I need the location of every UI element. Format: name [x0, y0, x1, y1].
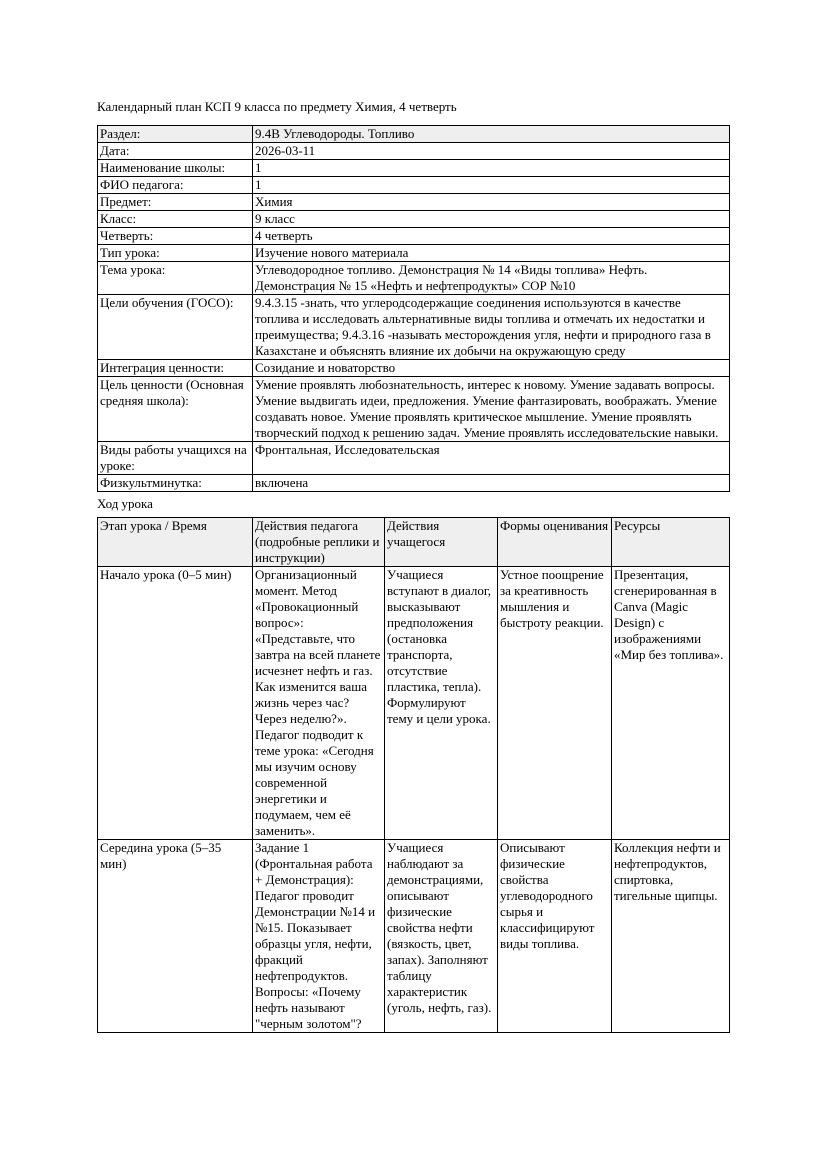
info-row-label: Четверть: — [98, 228, 253, 245]
info-row-label: ФИО педагога: — [98, 177, 253, 194]
lesson-stage-cell: Начало урока (0–5 мин) — [98, 567, 253, 840]
info-row-label: Наименование школы: — [98, 160, 253, 177]
student-actions-cell: Учащиеся вступают в диалог, высказывают предположения (остановка транспорта, отсутствие пластика, тепла). Формулируют тему и цели урока. — [385, 567, 498, 840]
info-row-value: Созидание и новаторство — [253, 360, 730, 377]
assessment-cell: Устное поощрение за креативность мышления и быстроту реакции. — [498, 567, 612, 840]
info-row — [98, 211, 730, 228]
info-row — [98, 377, 730, 442]
info-row-value: Фронтальная, Исследовательская — [253, 442, 730, 475]
info-row-label: Цели обучения (ГОСО): — [98, 295, 253, 360]
teacher-actions-cell: Задание 1 (Фронтальная работа + Демонстрация): Педагог проводит Демонстрации №14 и №15. Показывает образцы угля, нефти, фракций нефтепродуктов. Вопросы: «Почему нефть называют "черным золотом"? — [253, 840, 385, 1033]
info-row-value: 9 класс — [253, 211, 730, 228]
info-row — [98, 360, 730, 377]
student-actions-cell: Учащиеся наблюдают за демонстрациями, описывают физические свойства нефти (вязкость, цвет, запах). Заполняют таблицу характеристик (уголь, нефть, газ). — [385, 840, 498, 1033]
info-row-value: включена — [253, 475, 730, 492]
info-row-value: 1 — [253, 160, 730, 177]
info-row-label: Тип урока: — [98, 245, 253, 262]
lesson-stage-cell: Середина урока (5–35 мин) — [98, 840, 253, 1033]
resources-cell: Презентация, сгенерированная в Canva (Magic Design) с изображениями «Мир без топлива». — [612, 567, 730, 840]
info-row — [98, 228, 730, 245]
info-row — [98, 160, 730, 177]
info-row-value: 2026-03-11 — [253, 143, 730, 160]
lesson-column-header: Формы оценивания — [498, 518, 612, 567]
info-row-label: Дата: — [98, 143, 253, 160]
lesson-column-header: Действия педагога (подробные реплики и инструкции) — [253, 518, 385, 567]
lesson-table-body — [98, 567, 730, 1033]
assessment-cell: Описывают физические свойства углеводородного сырья и классифицируют виды топлива. — [498, 840, 612, 1033]
info-row — [98, 475, 730, 492]
info-row-value: 9.4В Углеводороды. Топливо — [253, 126, 730, 143]
lesson-column-header: Ресурсы — [612, 518, 730, 567]
lesson-info-table — [97, 125, 730, 492]
lesson-column-header: Этап урока / Время — [98, 518, 253, 567]
info-row — [98, 177, 730, 194]
info-row-label: Физкультминутка: — [98, 475, 253, 492]
info-row-label: Тема урока: — [98, 262, 253, 295]
info-row-label: Класс: — [98, 211, 253, 228]
info-row — [98, 262, 730, 295]
info-row-value: Умение проявлять любознательность, интерес к новому. Умение задавать вопросы. Умение выдвигать идеи, предложения. Умение фантазировать, воображать. Умение создавать новое. Умение проявлять критическое мышление. Умение проявлять творческий подход к решению задач. Умение проявлять исследовательские навыки. — [253, 377, 730, 442]
teacher-actions-cell: Организационный момент. Метод «Провокационный вопрос»: «Представьте, что завтра на всей планете исчезнет нефть и газ. Как изменится ваша жизнь через час? Через неделю?». Педагог подводит к теме урока: «Сегодня мы изучим основу современной энергетики и подумаем, чем её заменить». — [253, 567, 385, 840]
page-title: Календарный план КСП 9 класса по предмету Химия, 4 четверть — [97, 99, 457, 114]
lesson-row — [98, 840, 730, 1033]
info-row-value: Химия — [253, 194, 730, 211]
info-row — [98, 194, 730, 211]
info-row — [98, 126, 730, 143]
info-row-value: 1 — [253, 177, 730, 194]
document-page — [97, 99, 729, 1033]
info-row — [98, 442, 730, 475]
info-row-label: Виды работы учащихся на уроке: — [98, 442, 253, 475]
resources-cell: Коллекция нефти и нефтепродуктов, спиртовка, тигельные щипцы. — [612, 840, 730, 1033]
info-row-label: Предмет: — [98, 194, 253, 211]
section-label: Ход урока — [97, 496, 153, 511]
info-row — [98, 143, 730, 160]
info-row-value: 4 четверть — [253, 228, 730, 245]
lesson-row — [98, 567, 730, 840]
info-row-value: 9.4.3.15 -знать, что углеродсодержащие соединения используются в качестве топлива и исследовать альтернативные виды топлива и отмечать их недостатки и преимущества; 9.4.3.16 -называть месторождения угля, нефти и природного газа в Казахстане и объяснять влияние их добычи на окружающую среду — [253, 295, 730, 360]
info-row-value: Углеводородное топливо. Демонстрация № 14 «Виды топлива» Нефть. Демонстрация № 15 «Нефть и нефтепродукты» СОР №10 — [253, 262, 730, 295]
info-table-body — [98, 126, 730, 492]
info-row — [98, 245, 730, 262]
info-row-label: Цель ценности (Основная средняя школа): — [98, 377, 253, 442]
lesson-table-header-row — [98, 518, 730, 567]
lesson-column-header: Действия учащегося — [385, 518, 498, 567]
info-row — [98, 295, 730, 360]
info-row-label: Раздел: — [98, 126, 253, 143]
lesson-flow-table — [97, 517, 730, 1033]
info-row-value: Изучение нового материала — [253, 245, 730, 262]
info-row-label: Интеграция ценности: — [98, 360, 253, 377]
